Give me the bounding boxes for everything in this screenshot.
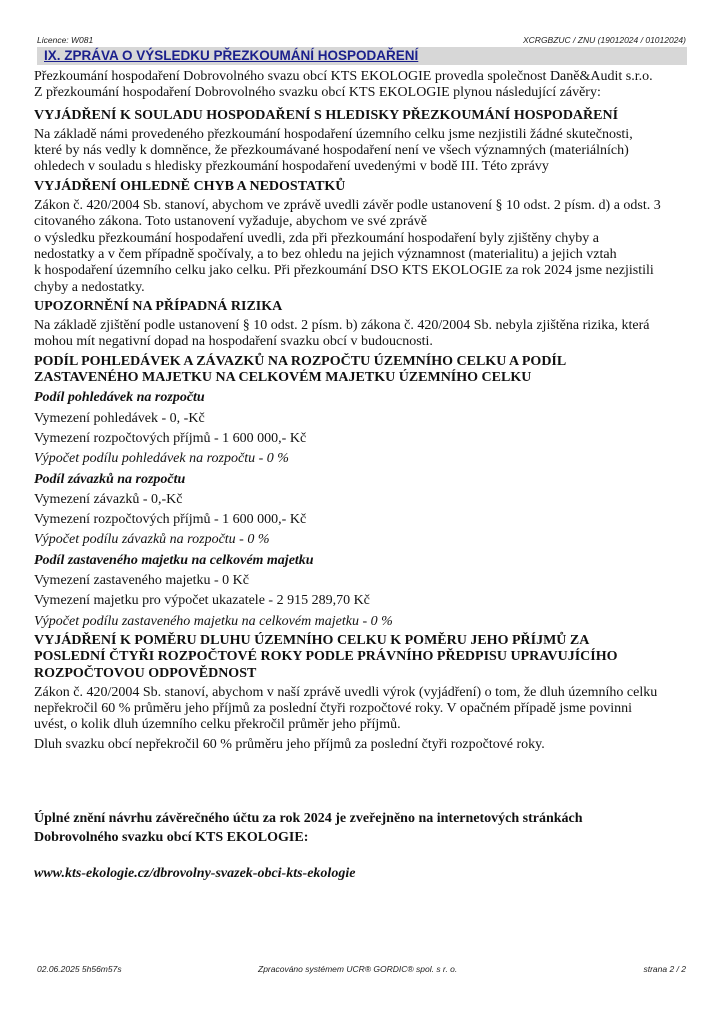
chyby-line: citovaného zákona. Toto ustanovení vyžaduje, abychom ve své zprávě — [34, 214, 427, 230]
podil-heading: ZASTAVENÉHO MAJETKU NA CELKOVÉM MAJETKU ÚZEMNÍHO CELKU — [34, 370, 532, 386]
souladu-line: Na základě námi provedeného přezkoumání hospodaření územního celku jsme nezjistili žádné skutečnosti, — [34, 126, 633, 142]
dluh-heading: ROZPOČTOVOU ODPOVĚDNOST — [34, 665, 257, 681]
majetek-line: Vymezení zastaveného majetku - 0 Kč — [34, 573, 249, 589]
podil-heading: PODÍL POHLEDÁVEK A ZÁVAZKŮ NA ROZPOČTU ÚZEMNÍHO CELKU A PODÍL — [34, 353, 567, 369]
section-title-bar — [37, 47, 687, 65]
rizika-line: Na základě zjištění podle ustanovení § 10 odst. 2 písm. b) zákona č. 420/2004 Sb. nebyla zjištěna rizika, která — [34, 318, 650, 334]
pohledavky-title: Podíl pohledávek na rozpočtu — [34, 390, 205, 406]
chyby-heading: VYJÁDŘENÍ OHLEDNĚ CHYB A NEDOSTATKŮ — [34, 178, 346, 194]
zavazky-title: Podíl závazků na rozpočtu — [34, 471, 186, 487]
rizika-line: mohou mít negativní dopad na hospodaření svazku obcí v budoucnosti. — [34, 334, 433, 350]
chyby-line: nedostatky a v čem případně spočívaly, a to bez ohledu na jejich významnost (materialitu) a jejich vztah — [34, 246, 617, 262]
dluh-line: Zákon č. 420/2004 Sb. stanoví, abychom v naší zprávě uvedli výrok (vyjádření) o tom, že dluh územního celku — [34, 684, 658, 700]
publication-line: Dobrovolného svazku obcí KTS EKOLOGIE: — [34, 830, 309, 846]
souladu-heading: VYJÁDŘENÍ K SOULADU HOSPODAŘENÍ S HLEDISKY PŘEZKOUMÁNÍ HOSPODAŘENÍ — [34, 107, 619, 123]
pohledavky-line: Vymezení rozpočtových příjmů - 1 600 000,- Kč — [34, 430, 307, 446]
footer-page-number: strana 2 / 2 — [643, 964, 686, 974]
zavazky-line: Vymezení závazků - 0,-Kč — [34, 491, 183, 507]
majetek-line: Vymezení majetku pro výpočet ukazatele - 2 915 289,70 Kč — [34, 593, 370, 609]
licence-label: Licence: W081 — [37, 35, 94, 45]
footer-system: Zpracováno systémem UCR® GORDIC® spol. s r. o. — [258, 964, 458, 974]
dluh-heading: POSLEDNÍ ČTYŘI ROZPOČTOVÉ ROKY PODLE PRÁVNÍHO PŘEDPISU UPRAVUJÍCÍHO — [34, 649, 618, 665]
chyby-line: chyby a nedostatky. — [34, 279, 145, 295]
dluh-line: nepřekročil 60 % průměru jeho příjmů za poslední čtyři rozpočtové roky. V opačném případě jsme povinni — [34, 701, 633, 717]
dluh-line: uvést, o kolik dluh územního celku překročil průměr jeho příjmů. — [34, 717, 401, 733]
rizika-heading: UPOZORNĚNÍ NA PŘÍPADNÁ RIZIKA — [34, 298, 283, 314]
section-title: IX. ZPRÁVA O VÝSLEDKU PŘEZKOUMÁNÍ HOSPODAŘENÍ — [44, 48, 419, 63]
zavazky-calc: Výpočet podílu závazků na rozpočtu - 0 % — [34, 532, 270, 548]
footer-date: 02.06.2025 5h56m57s — [37, 964, 122, 974]
publication-url[interactable]: www.kts-ekologie.cz/dbrovolny-svazek-obci-kts-ekologie — [34, 865, 356, 881]
document-code: XCRGBZUC / ZNU (19012024 / 01012024) — [523, 35, 686, 45]
dluh-conclusion: Dluh svazku obcí nepřekročil 60 % průměru jeho příjmů za poslední čtyři rozpočtové roky. — [34, 736, 545, 752]
publication-line: Úplné znění návrhu závěrečného účtu za rok 2024 je zveřejněno na internetových stránkách — [34, 810, 583, 826]
souladu-line: které by nás vedly k domněnce, že přezkoumávané hospodaření není ve všech významných (materiálních) — [34, 143, 629, 159]
intro-line: Z přezkoumání hospodaření Dobrovolného svazku obcí KTS EKOLOGIE plynou následující závěry: — [34, 85, 601, 101]
souladu-line: ohledech v souladu s hledisky přezkoumání hospodaření uvedenými v bodě III. Této zprávy — [34, 159, 549, 175]
report-body — [34, 69, 694, 882]
dluh-heading: VYJÁDŘENÍ K POMĚRU DLUHU ÚZEMNÍHO CELKU K POMĚRU JEHO PŘÍJMŮ ZA — [34, 632, 590, 648]
majetek-title: Podíl zastaveného majetku na celkovém majetku — [34, 552, 314, 568]
zavazky-line: Vymezení rozpočtových příjmů - 1 600 000,- Kč — [34, 512, 307, 528]
chyby-line: k hospodaření územního celku jako celku. Při přezkoumání DSO KTS EKOLOGIE za rok 2024 jsme nezjistili — [34, 263, 654, 279]
majetek-calc: Výpočet podílu zastaveného majetku na celkovém majetku - 0 % — [34, 613, 393, 629]
pohledavky-calc: Výpočet podílu pohledávek na rozpočtu - 0 % — [34, 451, 289, 467]
intro-line: Přezkoumání hospodaření Dobrovolného svazu obcí KTS EKOLOGIE provedla společnost Daně&Audit s.r.o. — [34, 69, 653, 84]
pohledavky-line: Vymezení pohledávek - 0, -Kč — [34, 410, 205, 426]
chyby-line: Zákon č. 420/2004 Sb. stanoví, abychom ve zprávě uvedli závěr podle ustanovení § 10 odst. 2 písm. d) a odst. 3 — [34, 198, 661, 214]
chyby-line: o výsledku přezkoumání hospodaření uvedli, zda při přezkoumání hospodaření byly zjištěny chyby a — [34, 230, 599, 246]
